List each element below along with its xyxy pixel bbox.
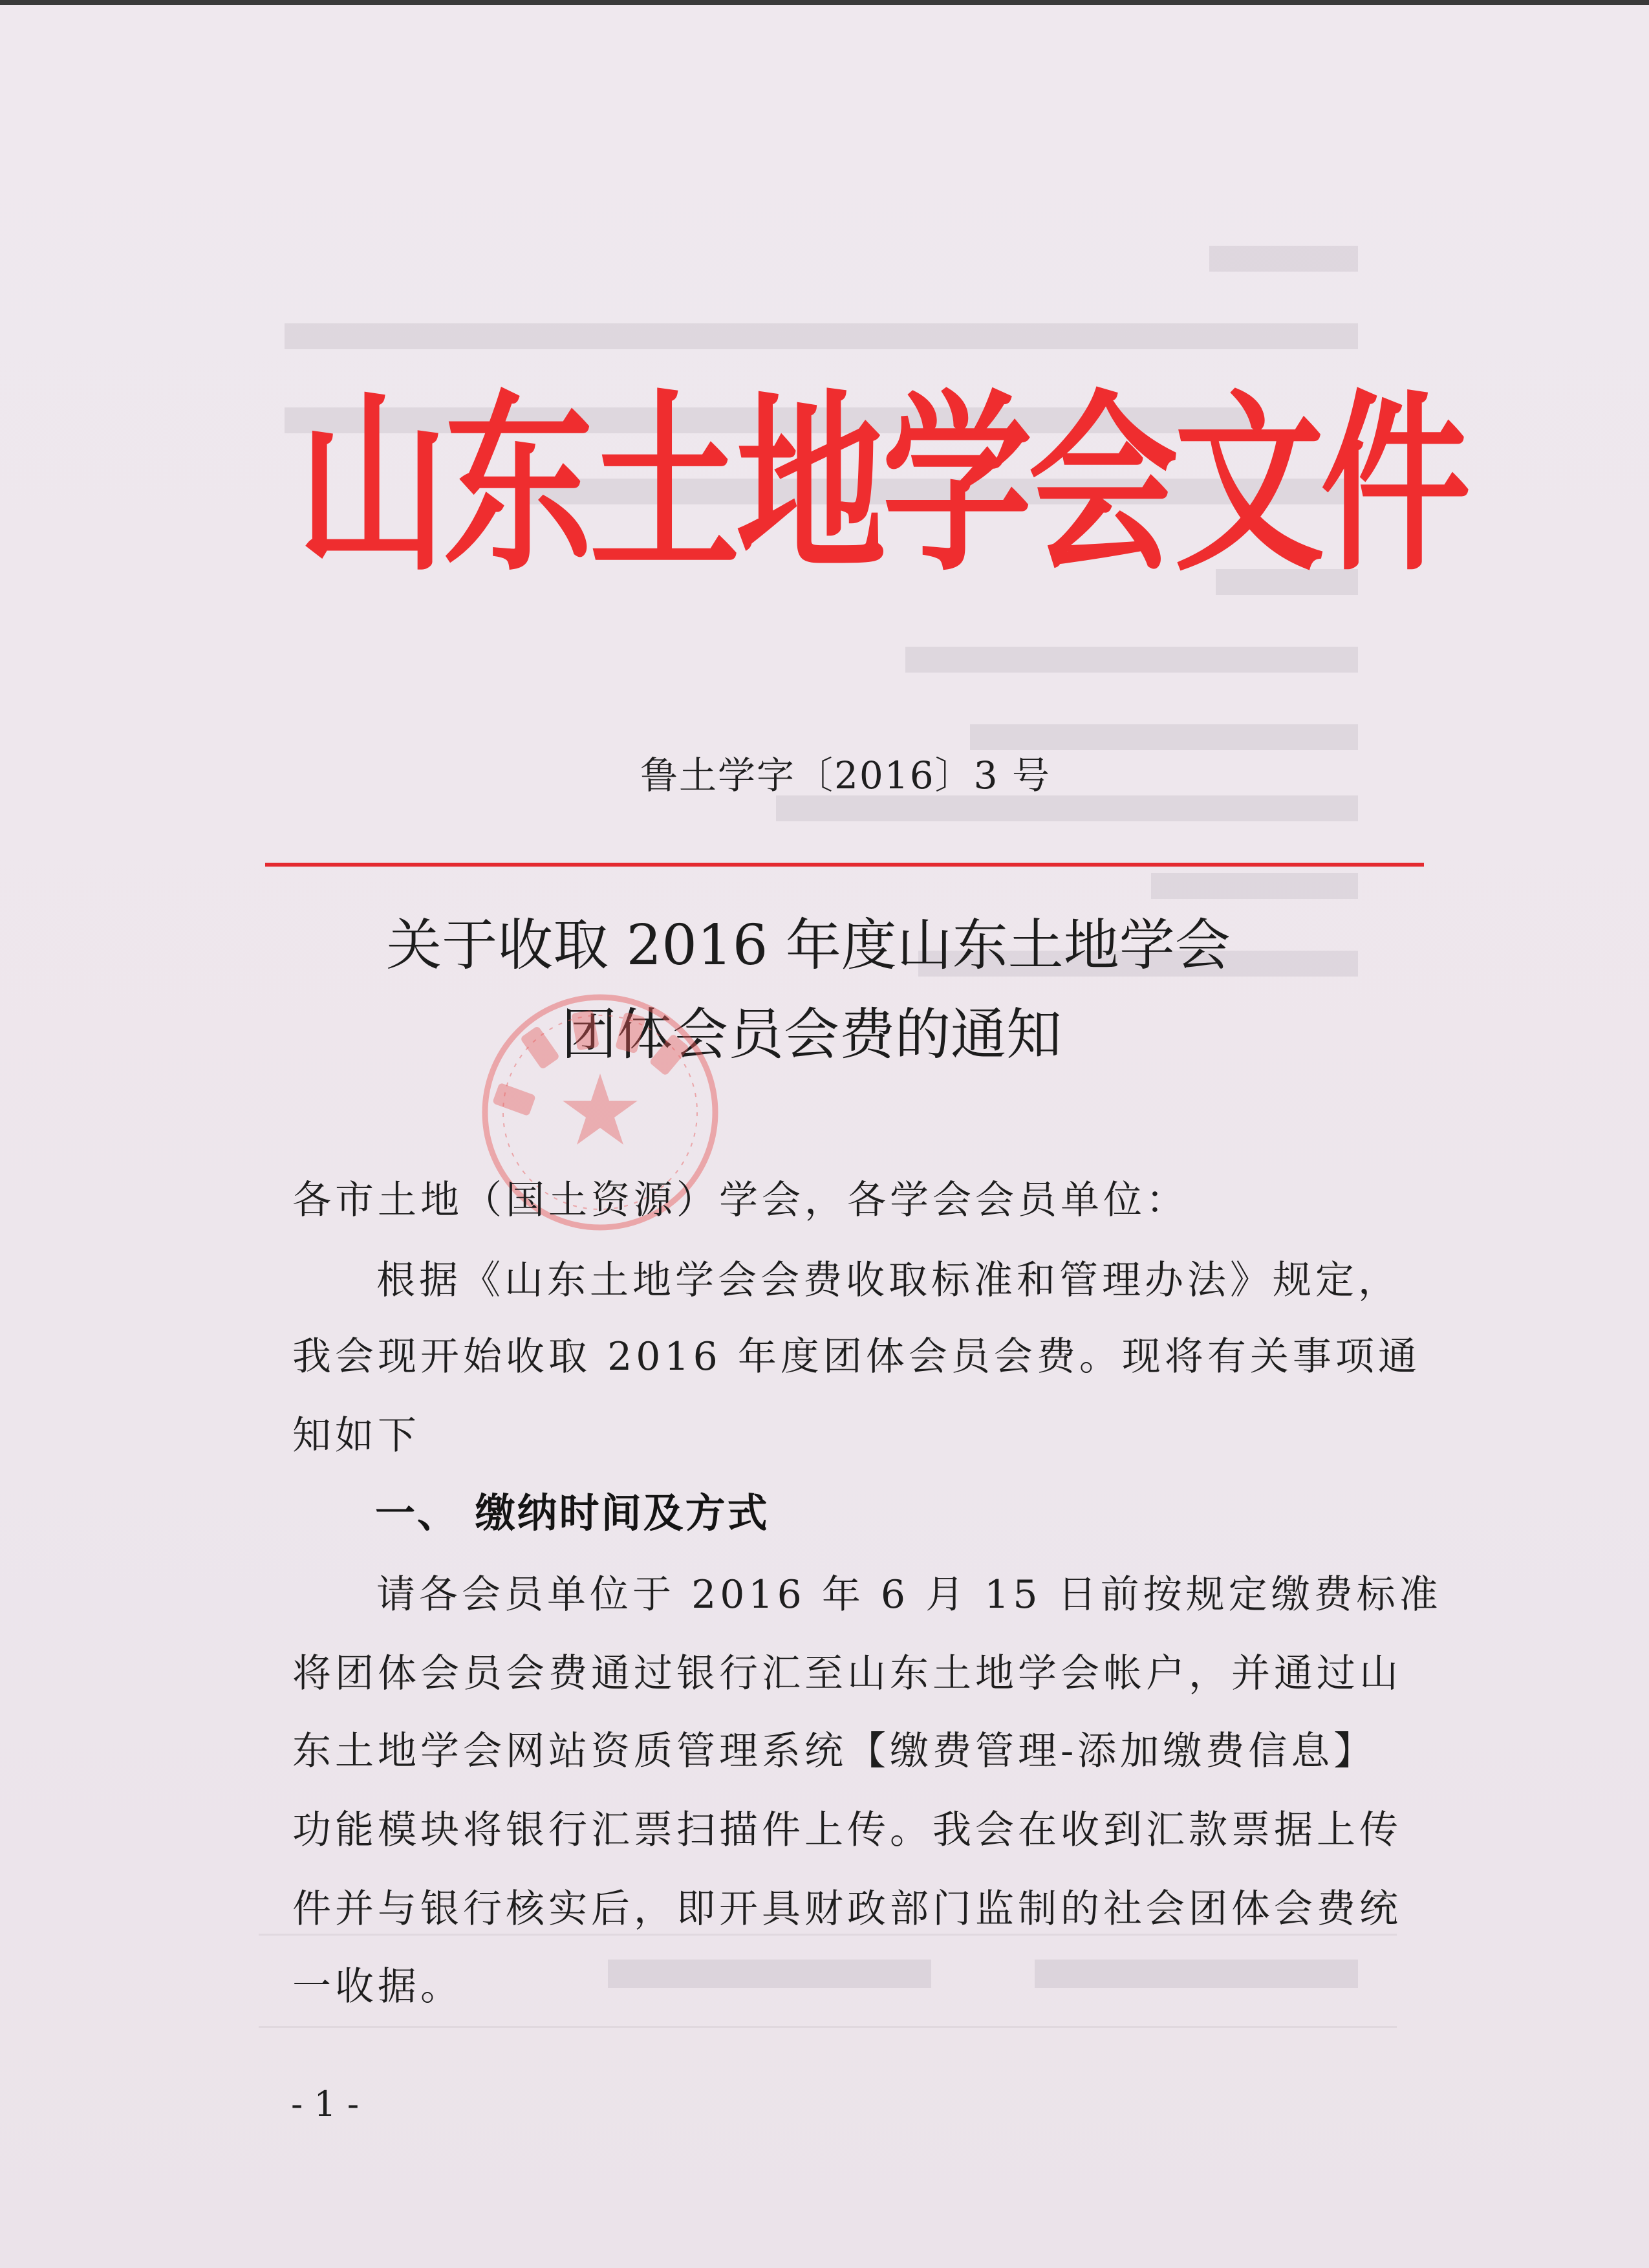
notice-title-line-2: 团体会员会费的通知: [561, 1002, 1062, 1067]
red-divider-line: [265, 863, 1424, 867]
section-1-heading: 一、 缴纳时间及方式: [375, 1489, 770, 1537]
salutation: 各市土地（国土资源）学会，各学会会员单位：: [292, 1178, 1189, 1223]
intro-paragraph-line-2: 我会现开始收取 2016 年度团体会员会费。现将有关事项通: [292, 1334, 1421, 1379]
section-1-line-5: 件并与银行核实后，即开具财政部门监制的社会团体会费统: [292, 1886, 1402, 1932]
section-1-line-6: 一收据。: [292, 1964, 463, 2009]
section-1-line-3: 东土地学会网站资质管理系统【缴费管理-添加缴费信息】: [292, 1729, 1377, 1774]
notice-title-line-1: 关于收取 2016 年度山东土地学会: [386, 913, 1231, 978]
section-1-line-1: 请各会员单位于 2016 年 6 月 15 日前按规定缴费标准: [376, 1572, 1442, 1617]
document-number: 鲁土学字〔2016〕3 号: [640, 753, 1051, 797]
masthead-title: 山东土地学会文件: [297, 373, 1467, 598]
intro-paragraph-line-1: 根据《山东土地学会会费收取标准和管理办法》规定，: [376, 1258, 1401, 1303]
intro-paragraph-line-3: 知如下: [292, 1413, 420, 1458]
scan-top-edge: [0, 0, 1649, 5]
section-1-line-2: 将团体会员会费通过银行汇至山东土地学会帐户，并通过山: [292, 1651, 1402, 1696]
page-number: - 1 -: [291, 2084, 360, 2124]
section-1-line-4: 功能模块将银行汇票扫描件上传。我会在收到汇款票据上传: [292, 1808, 1402, 1853]
